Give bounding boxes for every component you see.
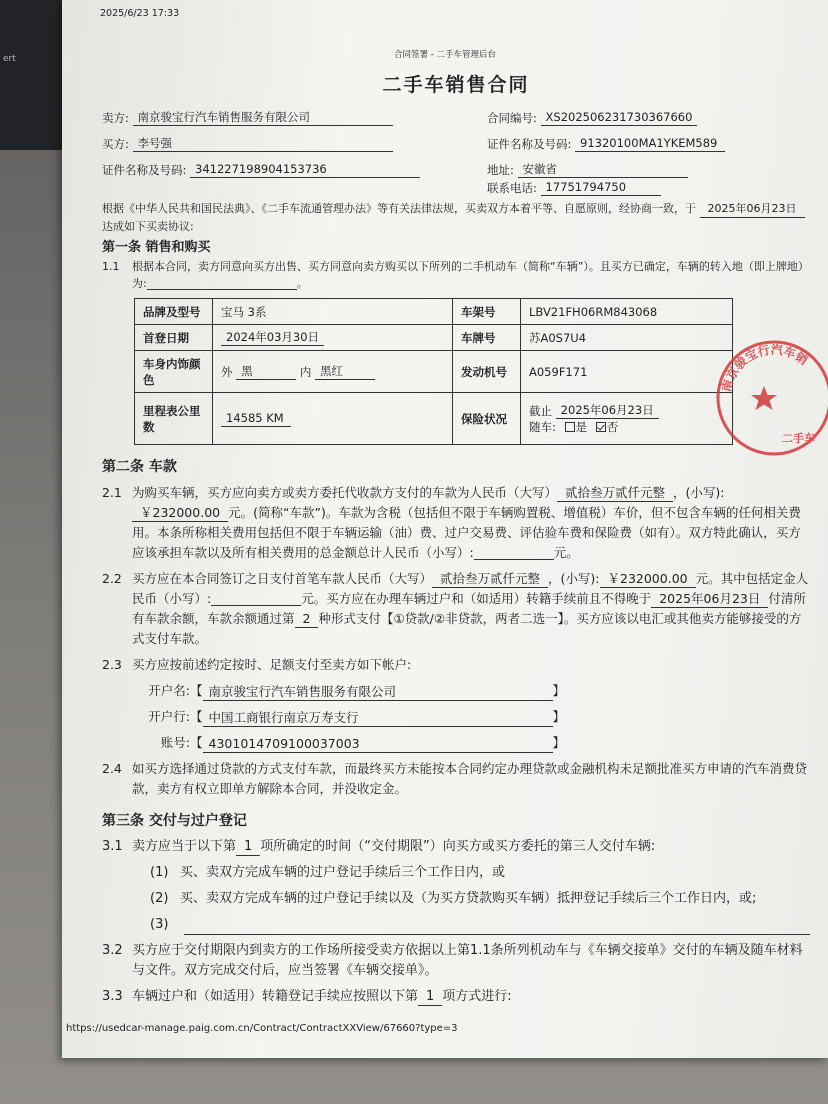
print-footer-url: https://usedcar-manage.paig.com.cn/Contract/ContractXXView/67660?type=3 [66,1023,458,1034]
insurance-cell [521,393,733,445]
clause-text [132,837,810,857]
seal-arc-text: 南京骏宝行汽车销 [719,342,811,394]
contract-no-value: XS202506231730367660 [541,109,698,126]
with-car-label: 随车: [529,420,556,434]
option-3-blank [184,919,810,935]
contract-no-label: 合同编号: [487,111,537,125]
party-row [102,152,810,178]
clause-number: 3.3 [102,989,123,1004]
clause-3-1 [102,837,810,935]
clause-text: 付清所有车款余额，车款余额通过第 [132,591,806,626]
close-bracket: 】 [552,735,566,750]
clause-body [132,987,810,1007]
account-no-label: 账号: [160,735,190,750]
bank-value: 中国工商银行南京万寿支行 [203,709,553,727]
with-car-yes-label: 是 [575,420,588,434]
seller-label: 卖方: [102,111,129,125]
buyer-label: 买方: [102,137,129,151]
account-no-row [132,727,810,753]
account-no-value: 4301014709100037003 [203,735,553,753]
table-row [135,393,733,445]
clause-2-3 [102,655,810,753]
clause-body [132,655,810,753]
delivery-option [132,909,810,935]
clause-text: 买方应按前述约定按时、足额支付至卖方如下帐户: [132,657,412,672]
clause-text: 买方应在本合同签订之日支付首笔车款人民币（大写） [132,571,433,586]
contract-no-field [487,109,810,126]
clause-text: 元。 [553,545,579,560]
account-name-row [132,675,810,701]
clause-number: 1.1 [102,260,120,273]
bank-label: 开户行: [148,709,190,724]
clause-2-1 [102,483,810,563]
party-row [102,178,810,196]
company-seal [712,320,828,470]
mileage-value: 14585 KM [221,410,291,427]
first-payment-in-figures: ￥232000.00 [600,571,696,588]
with-car-yes-checkbox [565,422,575,432]
seal-bottom-text: 二手车 [782,432,815,445]
table-row [135,325,733,351]
background-screen-text: ert [3,54,16,64]
seal-star-icon [751,386,777,410]
bank-row [132,701,810,727]
buyer-id-field [102,161,487,178]
option-text: 买、卖双方完成车辆的过户登记手续以及（为买方贷款购买车辆）抵押登记手续后三个工作日内，或; [180,891,757,906]
mileage-cell [213,393,453,445]
exterior-label: 外 [221,365,233,379]
clause-number: 2.3 [102,657,122,672]
article-1-title: 第一条 销售和购买 [102,240,211,255]
preamble-text-end: 达成如下买卖协议: [102,220,194,233]
option-number: (1) [150,865,169,880]
exterior-color: 黑 [236,363,296,380]
account-name-label: 开户名: [148,683,190,698]
option-number: (2) [150,891,169,906]
plate-label: 车牌号 [453,325,521,351]
registration-place-blank [147,276,297,290]
buyer-field [102,135,487,152]
party-row [102,100,810,126]
clause-text: 种形式支付【①贷款/②非贷款，两者二选一】。买方应该以电汇或其他卖方能够接受的方式支付车款。 [132,611,802,646]
clause-body [132,569,810,649]
clause-text: 卖方应当于以下第 [132,839,237,854]
close-bracket: 】 [552,709,566,724]
clause-1-1 [102,258,810,292]
parties-section [102,100,810,196]
buyer-id-value: 341227198904153736 [190,161,420,178]
deposit-blank [211,592,301,606]
insurance-until-date: 2025年06月23日 [556,402,659,419]
amount-in-figures: ￥232000.00 [132,505,228,522]
open-bracket: 【 [190,735,203,750]
clause-text: 买方应于交付期限内到卖方的工作场所接受卖方依据以上第1.1条所列机动车与《车辆交接单》交付的车辆及随车材料与文件。双方完成交付后，应当签署《车辆交接单》。 [132,943,803,978]
plate-value: 苏A0S7U4 [521,325,733,351]
clause-text: 为购买车辆，买方应向卖方或卖方委托代收款方支付的车款为人民币（大写） [132,485,558,500]
buyer-id-label: 证件名称及号码: [102,163,187,177]
vin-label: 车架号 [453,299,521,325]
delivery-option-number: 1 [236,839,260,856]
article-2-title: 第二条 车款 [102,459,177,475]
clause-body [132,483,810,563]
clause-text: 如买方选择通过贷款的方式支付车款，而最终买方未能按本合同约定办理贷款或金融机构未足额批准买方申请的汽车消费贷款，卖方有权立即单方解除本合同，并没收定金。 [132,761,808,796]
clause-body [132,837,810,935]
brand-value: 宝马 3系 [213,299,453,325]
clause-2-4 [102,759,810,799]
address-value: 安徽省 [518,161,688,178]
balance-deadline: 2025年06月23日 [651,591,768,608]
party-row [102,126,810,152]
buyer-name: 李号强 [133,135,393,152]
first-payment-in-words: 贰拾叁万贰仟元整 [432,571,548,588]
seller-id-value: 91320100MA1YKEM589 [575,135,725,152]
account-name-value: 南京骏宝行汽车销售服务有限公司 [203,683,553,701]
clause-text: 元。买方应在办理车辆过户和（如适用）转籍手续前且不得晚于 [301,591,652,606]
contract-page [62,0,828,1058]
clause-text: 车辆过户和（如适用）转籍登记手续应按照以下第 [132,989,419,1004]
insurance-label: 保险状况 [453,393,521,445]
clause-text: 元。其中包括定金人民币（小写）: [132,571,809,606]
agreement-date: 2025年06月23日 [700,201,805,218]
address-label: 地址: [487,163,514,177]
article-3-title: 第三条 交付与过户登记 [102,813,247,829]
open-bracket: 【 [190,709,203,724]
clause-number: 2.4 [102,761,122,776]
color-cell [213,351,453,393]
table-row [135,299,733,325]
clause-number: 3.1 [102,839,123,854]
delivery-option [132,883,810,909]
option-number: (3) [150,917,169,932]
clause-number: 3.2 [102,943,123,958]
clause-3-3 [102,987,810,1007]
preamble-text: 根据《中华人民共和国民法典》、《二手车流通管理办法》等有关法律法规，买卖双方本着平等、自愿原则，经协商一致，于 [102,202,696,215]
with-car-no-label: 否 [606,420,619,434]
clause-number: 2.2 [102,571,122,586]
brand-label: 品牌及型号 [135,299,213,325]
phone-value: 17751794750 [541,179,661,196]
table-row [135,351,733,393]
first-reg-value: 2024年03月30日 [221,329,324,346]
vehicle-info-table [134,298,733,445]
insurance-until-label: 截止 [529,404,552,418]
interior-color: 黑红 [315,363,375,380]
article-3 [102,811,810,1007]
clause-text: ，(小写): [548,571,600,586]
clause-number: 2.1 [102,485,122,500]
payment-method-number: 2 [295,611,319,628]
clause-3-2 [102,941,810,981]
transfer-option-number: 1 [418,989,442,1006]
delivery-option [132,857,810,883]
clause-2-2 [102,569,810,649]
clause-text: 项方式进行: [442,989,512,1004]
preamble [102,200,810,235]
clause-text: 元。(简称“车款”)。车款为含税（包括但不限于车辆购置税、增值税）车价，但不包含车辆的任何相关费用。本条所称相关费用包括但不限于车辆运输（油）费、过户交易费、评估验车费和保险费（如有）。双方特此确认，买方应该承担车款以及所有相关费用的总金额总计人民币（小写）: [132,505,801,560]
color-label: 车身内饰颜色 [135,351,213,393]
contract-title: 二手车销售合同 [382,74,530,96]
option-text: 买、卖双方完成车辆的过户登记手续后三个工作日内，或 [180,865,506,880]
clause-text-end: 。 [296,277,308,290]
first-reg-cell [213,325,453,351]
with-car-line [529,419,724,435]
phone-field [487,179,810,196]
first-reg-label: 首登日期 [135,325,213,351]
clause-body [132,258,810,292]
print-timestamp: 2025/6/23 17:33 [100,8,180,19]
total-amount-blank [474,546,554,560]
mileage-label: 里程表公里数 [135,393,213,445]
engine-value: A059F171 [521,351,733,393]
seller-field [102,109,487,126]
interior-label: 内 [299,365,312,379]
close-bracket: 】 [552,683,566,698]
clause-text: ，(小写): [673,485,725,500]
amount-in-words: 贰拾叁万贰仟元整 [557,485,673,502]
with-car-no-checkbox [596,422,606,432]
insurance-until-line [529,402,724,419]
phone-label: 联系电话: [487,181,537,195]
seller-id-field [487,135,810,152]
clause-text: 项所确定的时间（“交付期限”）向买方或买方委托的第三人交付车辆: [260,839,656,854]
print-page-title: 合同签署 - 二手车管理后台 [394,50,496,60]
address-field [487,161,810,178]
article-2 [102,457,810,799]
background-laptop-screen [0,0,62,150]
vin-value: LBV21FH06RM843068 [521,299,733,325]
clause-text: 根据本合同，卖方同意向买方出售、买方同意向卖方购买以下所列的二手机动车（简称“车辆”）。且买方已确定，车辆的转入地（即上牌地）为: [132,260,809,290]
seller-name: 南京骏宝行汽车销售服务有限公司 [133,109,393,126]
open-bracket: 【 [190,683,203,698]
seller-id-label: 证件名称及号码: [487,137,572,151]
engine-label: 发动机号 [453,351,521,393]
